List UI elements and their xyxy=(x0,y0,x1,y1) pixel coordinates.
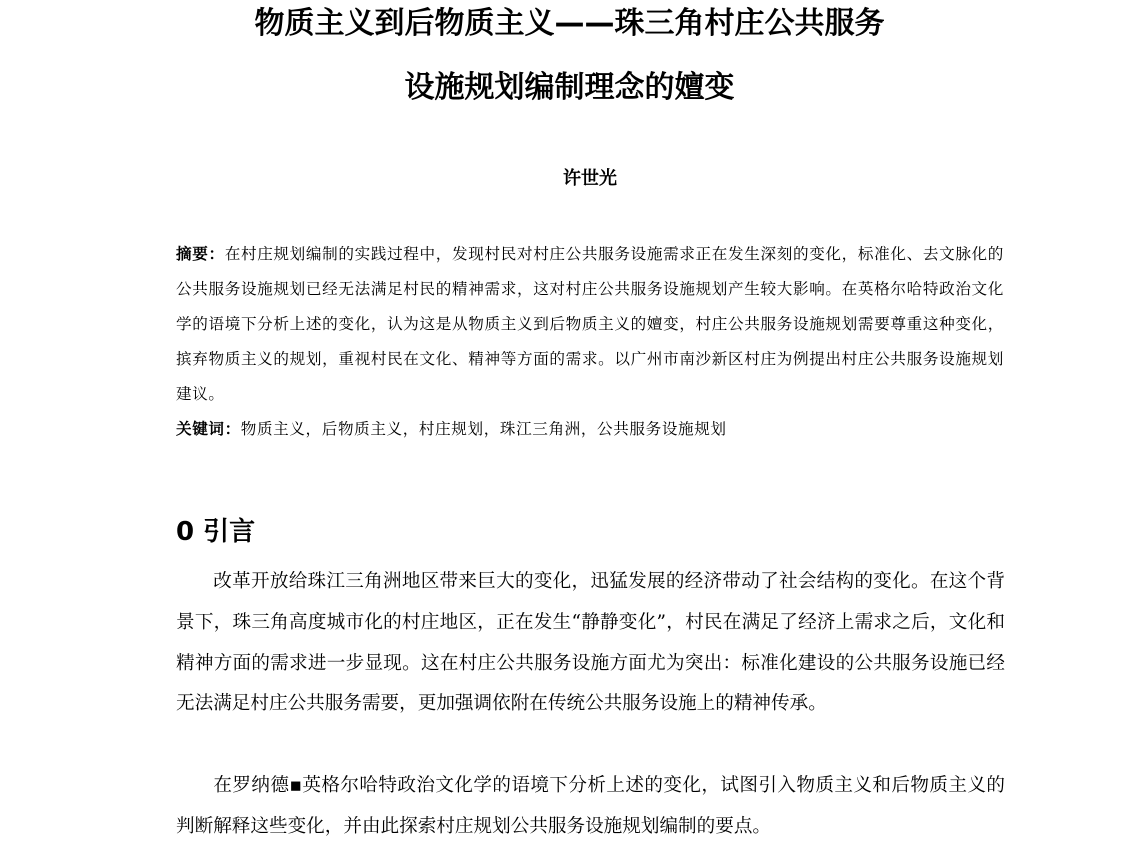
author-name: 许世光 xyxy=(563,168,617,189)
body-paragraph xyxy=(176,766,1005,848)
paragraph-text: 改革开放给珠江三角洲地区带来巨大的变化，迅猛发展的经济带动了社会结构的变化。在这个背景下，珠三角高度城市化的村庄地区，正在发生“静静变化”，村民在满足了经济上需求之后，文化和精神方面的需求进一步显现。这在村庄公共服务设施方面尤为突出：标准化建设的公共服务设施已经无法满足村庄公共服务需要，更加强调依附在传统公共服务设施上的精神传承。 xyxy=(176,571,1005,715)
abstract xyxy=(176,236,1004,412)
paper-title-line-1: 物质主义到后物质主义——珠三角村庄公共服务 xyxy=(254,6,885,41)
body-paragraph xyxy=(176,562,1005,725)
paragraph-text: 在罗纳德▪英格尔哈特政治文化学的语境下分析上述的变化，试图引入物质主义和后物质主义的判断解释这些变化，并由此探索村庄规划公共服务设施规划编制的要点。 xyxy=(176,775,1005,837)
abstract-text: 在村庄规划编制的实践过程中，发现村民对村庄公共服务设施需求正在发生深刻的变化，标准化、去文脉化的公共服务设施规划已经无法满足村民的精神需求，这对村庄公共服务设施规划产生较大影响。在英格尔哈特政治文化学的语境下分析上述的变化，认为这是从物质主义到后物质主义的嬗变，村庄公共服务设施规划需要尊重这种变化，摈弃物质主义的规划，重视村民在文化、精神等方面的需求。以广州市南沙新区村庄为例提出村庄公共服务设施规划建议。 xyxy=(176,245,1004,403)
paper-title-line-2: 设施规划编制理念的嬗变 xyxy=(404,70,735,105)
abstract-label: 摘要： xyxy=(176,244,225,263)
keywords-text: 物质主义，后物质主义，村庄规划，珠江三角洲，公共服务设施规划 xyxy=(240,420,727,438)
keywords-label: 关键词： xyxy=(176,419,241,438)
keywords xyxy=(176,411,1004,447)
section-heading-introduction: 0 引言 xyxy=(176,517,256,547)
